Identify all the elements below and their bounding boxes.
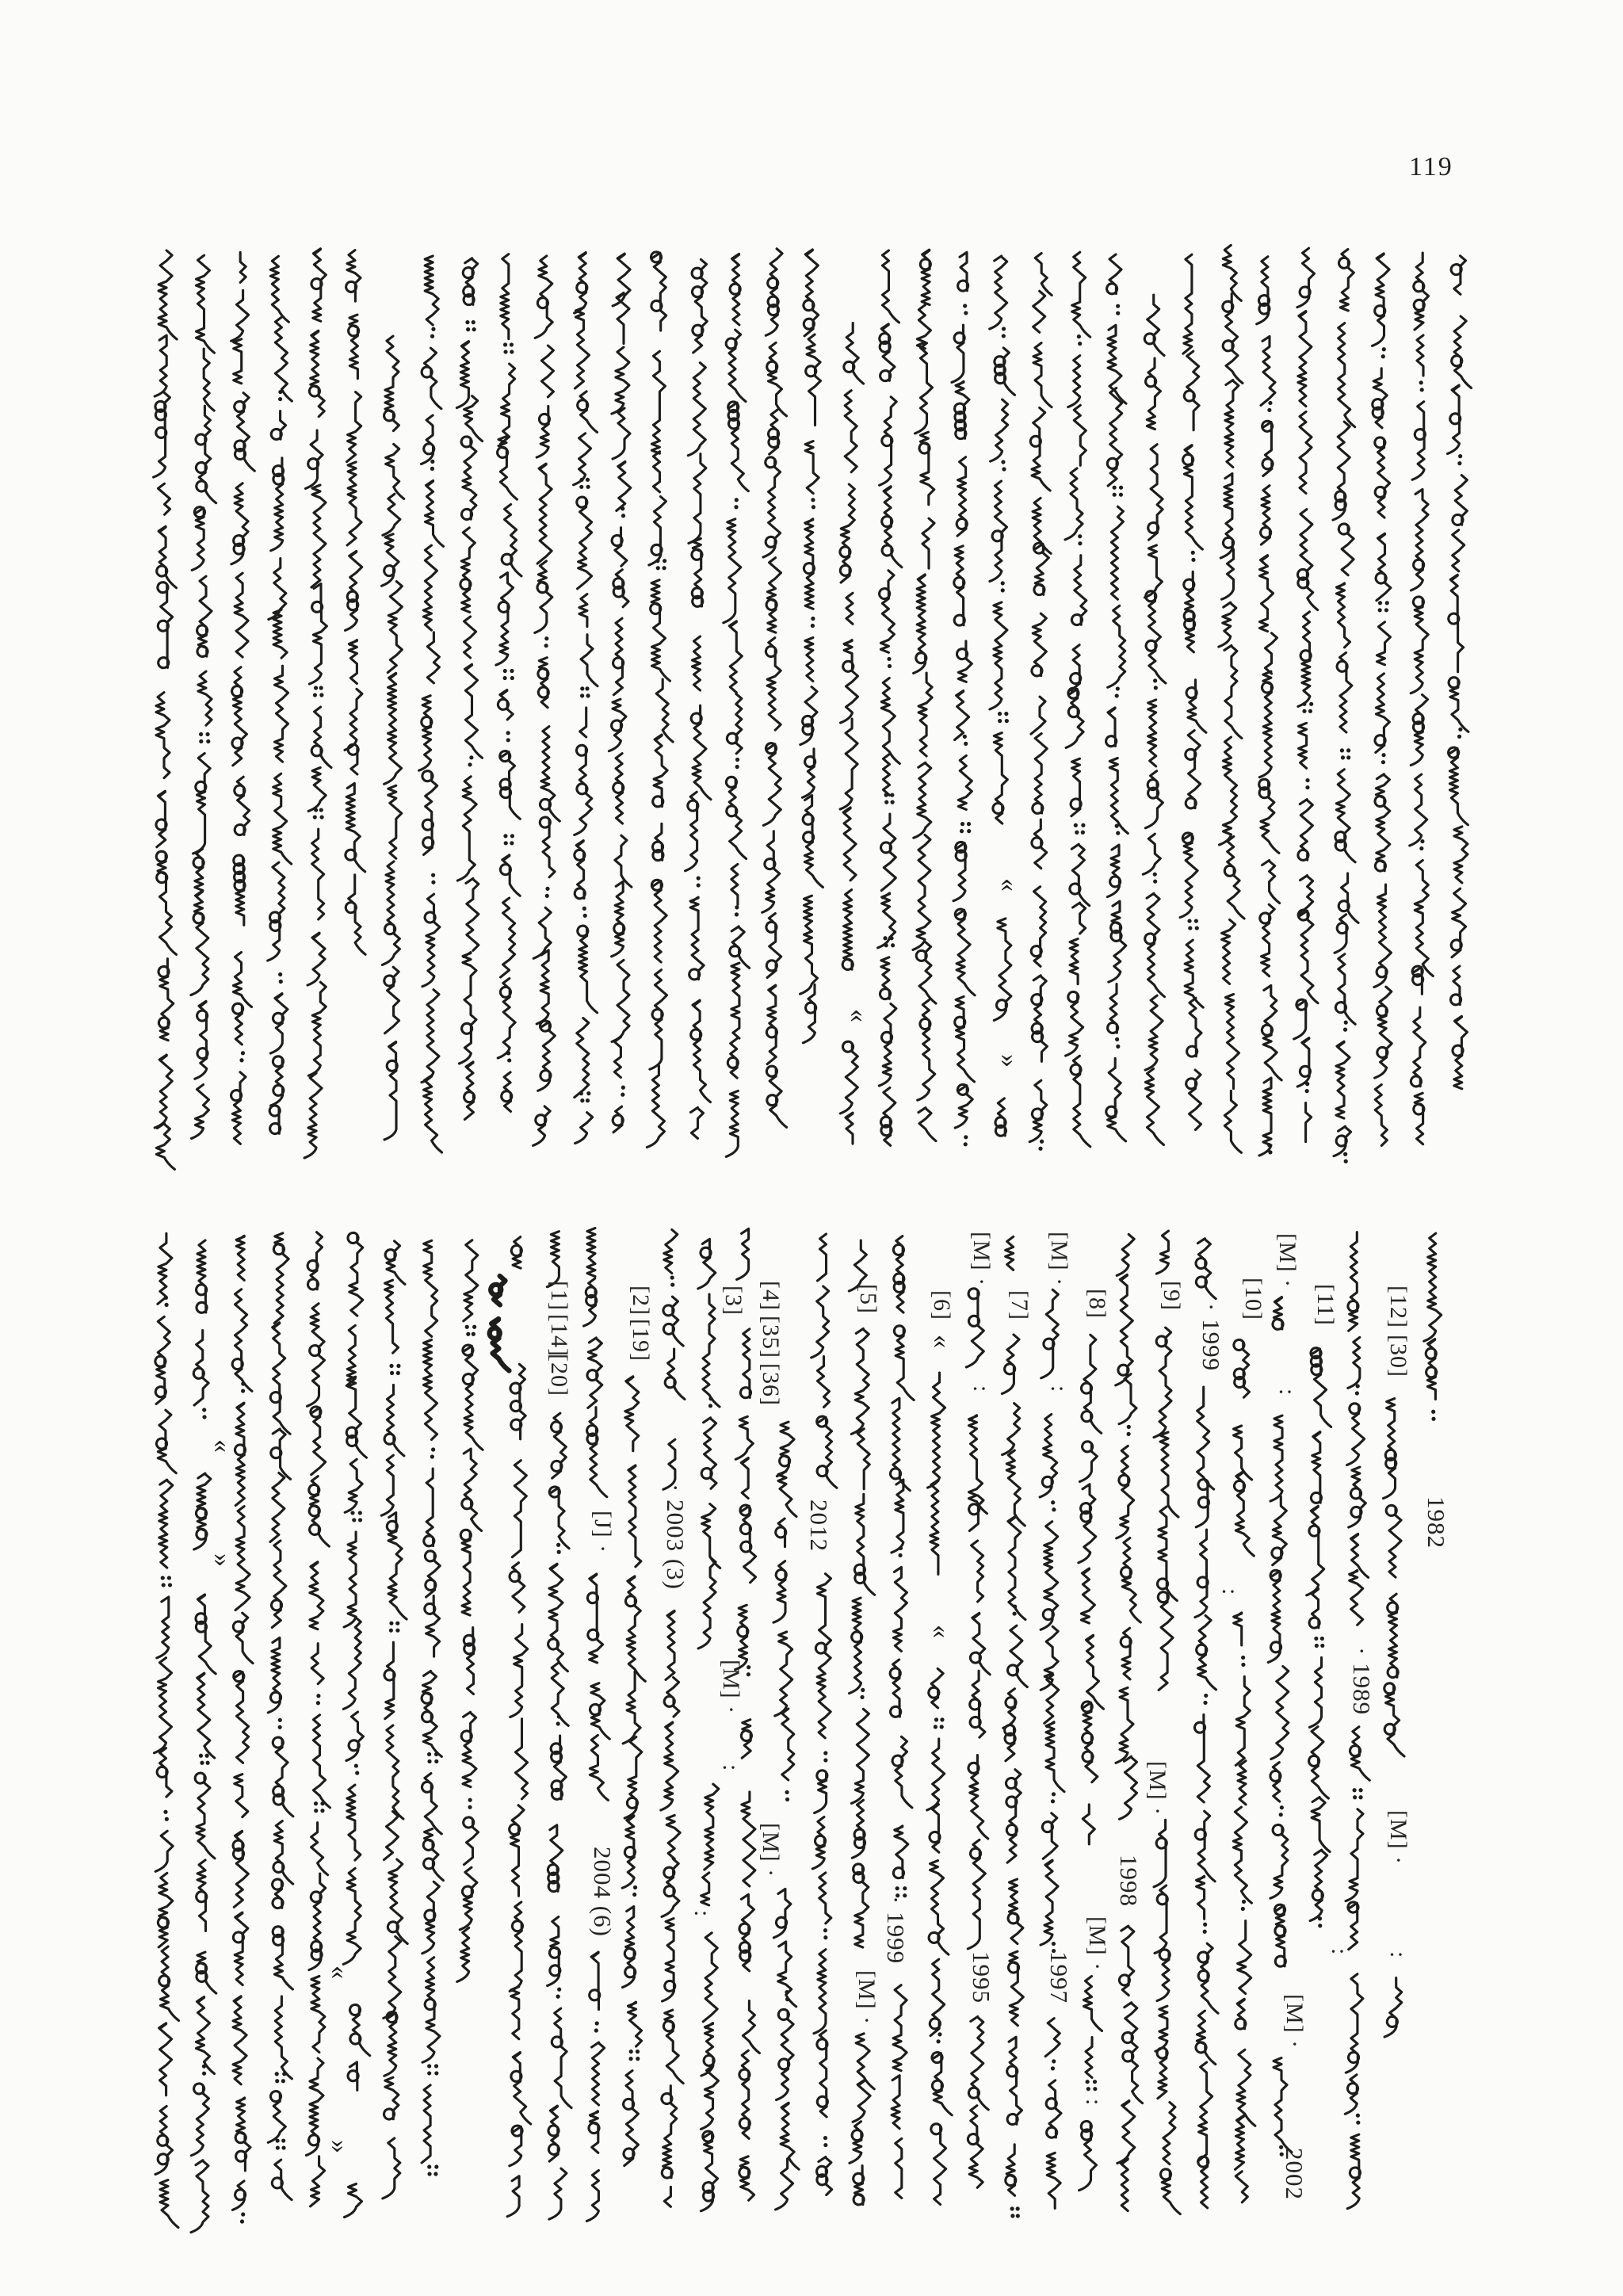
citation-type-token: [M] · xyxy=(718,1660,744,1715)
citation-number-token: [11] xyxy=(1312,1284,1338,1326)
punct-token: : xyxy=(1327,1948,1353,1956)
year-token: 2012 xyxy=(805,1499,833,1552)
punct-token: : xyxy=(1217,1588,1243,1596)
citation-type-token: [M] · xyxy=(1385,1810,1411,1866)
citation-number-token: [30] xyxy=(1385,1335,1411,1377)
punct-token: : xyxy=(1385,1951,1411,1959)
citation-type-token: [M] · xyxy=(854,1970,880,2026)
year-token: 1998 xyxy=(1115,1855,1143,1907)
citation-number-token: [35] xyxy=(758,1316,784,1358)
citation-number-token: [6] xyxy=(929,1290,955,1320)
guillemet-mark: « xyxy=(927,1335,957,1347)
punct-token: : xyxy=(689,1910,716,1918)
guillemet-mark: » xyxy=(208,1553,237,1565)
citation-type-token: [M] · xyxy=(1144,1761,1170,1817)
guillemet-mark: » xyxy=(325,2140,354,2152)
year-token: 1982 xyxy=(1423,1496,1450,1549)
citation-number-token: [9] xyxy=(1159,1281,1185,1311)
citation-number-token: [8] xyxy=(1084,1289,1110,1319)
year-token: 2004 (6) xyxy=(589,1847,617,1937)
guillemet-mark: « xyxy=(995,878,1024,890)
citation-number-token: [5] xyxy=(855,1284,881,1314)
page-number: 119 xyxy=(1409,152,1453,181)
citation-number-token: [10] xyxy=(1240,1278,1266,1320)
year-token: · 1989 xyxy=(1348,1647,1376,1716)
citation-number-token: [3] xyxy=(720,1286,747,1316)
punct-token: : xyxy=(1081,2099,1107,2107)
punct-token: : xyxy=(1274,1389,1300,1396)
citation-type-token: [M] · xyxy=(968,1232,995,1287)
year-token: 2002 xyxy=(1281,2148,1308,2200)
citation-type-token: [M] · xyxy=(758,1823,784,1878)
citation-number-token: [1] xyxy=(546,1281,572,1311)
citation-type-token: [M] · xyxy=(1046,1232,1072,1287)
punct-token: : xyxy=(1046,1385,1072,1393)
citation-number-token: [19] xyxy=(628,1319,654,1362)
year-token: · 2003 (3) xyxy=(662,1484,689,1590)
citation-number-token: [20] xyxy=(546,1354,572,1396)
guillemet-mark: » xyxy=(995,1054,1024,1066)
punct-token: : xyxy=(968,1385,995,1393)
year-token: · 1999 xyxy=(882,1896,910,1965)
citation-type-token: [J] · xyxy=(590,1511,616,1554)
guillemet-mark: « xyxy=(844,1009,873,1021)
citation-number-token: [12] xyxy=(1385,1286,1411,1328)
year-token: · 1999 xyxy=(1197,1303,1225,1372)
punct-token: : xyxy=(718,1764,744,1772)
year-token: 1995 xyxy=(968,1951,995,2004)
citation-number-token: [36] xyxy=(758,1363,784,1406)
citation-number-token: [7] xyxy=(1006,1290,1033,1320)
citation-number-token: [4] xyxy=(758,1281,784,1311)
citation-type-token: [M] · xyxy=(1274,1233,1300,1289)
citation-number-token: [14] xyxy=(546,1314,572,1357)
guillemet-mark: « xyxy=(926,1625,956,1637)
citation-type-token: [M] · xyxy=(1281,1994,1308,2050)
guillemet-mark: « xyxy=(325,1966,354,1977)
year-token: 1997 xyxy=(1045,1951,1073,2004)
citation-type-token: [M] · xyxy=(1084,1916,1110,1972)
citation-number-token: [2] xyxy=(628,1286,654,1316)
guillemet-mark: « xyxy=(208,1439,237,1451)
